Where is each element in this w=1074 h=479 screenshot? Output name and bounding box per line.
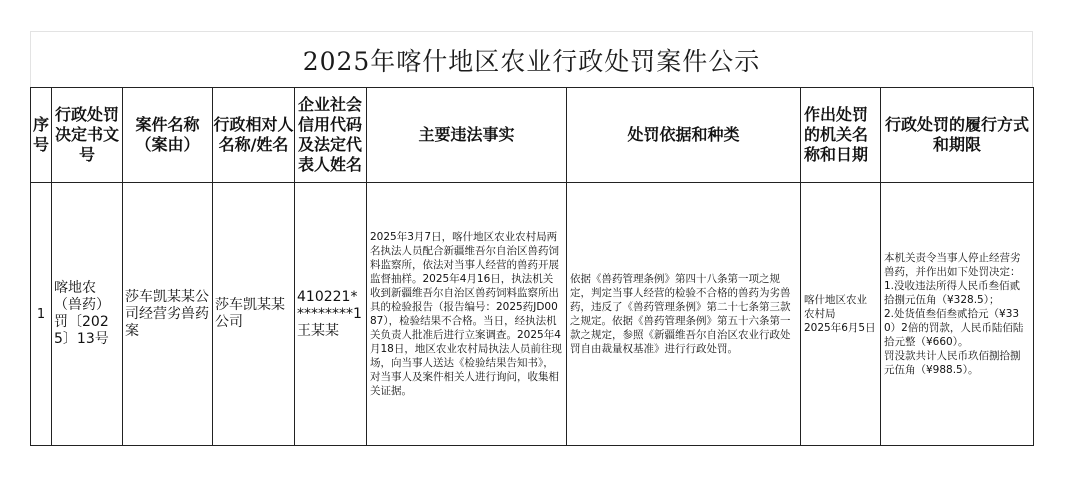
cell-seq: 1: [31, 183, 52, 446]
penalty-table: [30, 87, 1034, 446]
notice-sheet: [30, 31, 1033, 446]
header-facts: 主要违法事实: [367, 88, 567, 183]
org-name: 喀什地区农业农村局: [804, 294, 867, 320]
cell-basis: 依据《兽药管理条例》第四十八条第一项之规定，判定当事人经营的检验不合格的兽药为劣兽药，违反了《兽药管理条例》第二十七条第三款之规定。依据《兽药管理条例》第五十六条第一款之规定，参照《新疆维吾尔自治区农业行政处罚自由裁量权基准》进行行政处罚。: [567, 183, 801, 446]
header-execution: 行政处罚的履行方式和期限: [881, 88, 1034, 183]
header-org: 作出处罚的机关名称和日期: [801, 88, 881, 183]
credit-code-value: 410221*********1: [297, 288, 362, 322]
header-case-name: 案件名称（案由）: [123, 88, 213, 183]
execution-line: 2.处货值叁佰叁贰拾元（¥330）2倍的罚款，人民币陆佰陆拾元整（¥660）。: [884, 308, 1024, 348]
cell-case-name: 莎车凯某某公司经营劣兽药案: [123, 183, 213, 446]
execution-line: 罚没款共计人民币玖佰捌拾捌元伍角（¥988.5）。: [884, 350, 1021, 376]
decision-date: 2025年6月5日: [804, 322, 876, 334]
execution-line: 1.没收违法所得人民币叁佰贰拾捌元伍角（¥328.5）；: [884, 280, 1021, 306]
header-seq: 序号: [31, 88, 52, 183]
header-basis: 处罚依据和种类: [567, 88, 801, 183]
page-title: 2025年喀什地区农业行政处罚案件公示: [30, 31, 1033, 87]
cell-party: 莎车凯某某公司: [213, 183, 295, 446]
table-row: [31, 183, 1034, 446]
header-decision-no: 行政处罚决定书文号: [52, 88, 123, 183]
cell-decision-no: 喀地农（兽药）罚〔2025〕13号: [52, 183, 123, 446]
table-header-row: [31, 88, 1034, 183]
cell-org: [801, 183, 881, 446]
header-credit-code: 企业社会信用代码及法定代表人姓名: [295, 88, 367, 183]
cell-execution: [881, 183, 1034, 446]
legal-rep-name: 王某某: [297, 322, 339, 339]
cell-credit-code: [295, 183, 367, 446]
execution-line: 本机关责令当事人停止经营劣兽药，并作出如下处罚决定：: [884, 252, 1021, 278]
cell-facts: 2025年3月7日，喀什地区农业农村局两名执法人员配合新疆维吾尔自治区兽药饲料监察所，依法对当事人经营的兽药开展监督抽样。2025年4月16日，执法机关收到新疆维吾尔自治区兽药饲料监察所出具的检验报告（报告编号：2025药JD0087），检验结果不合格。当日，经执法机关负责人批准后进行立案调查。2025年4月18日，地区农业农村局执法人员前往现场，向当事人送达《检验结果告知书》，对当事人及案件相关人进行询问，收集相关证据。: [367, 183, 567, 446]
header-party: 行政相对人名称/姓名: [213, 88, 295, 183]
